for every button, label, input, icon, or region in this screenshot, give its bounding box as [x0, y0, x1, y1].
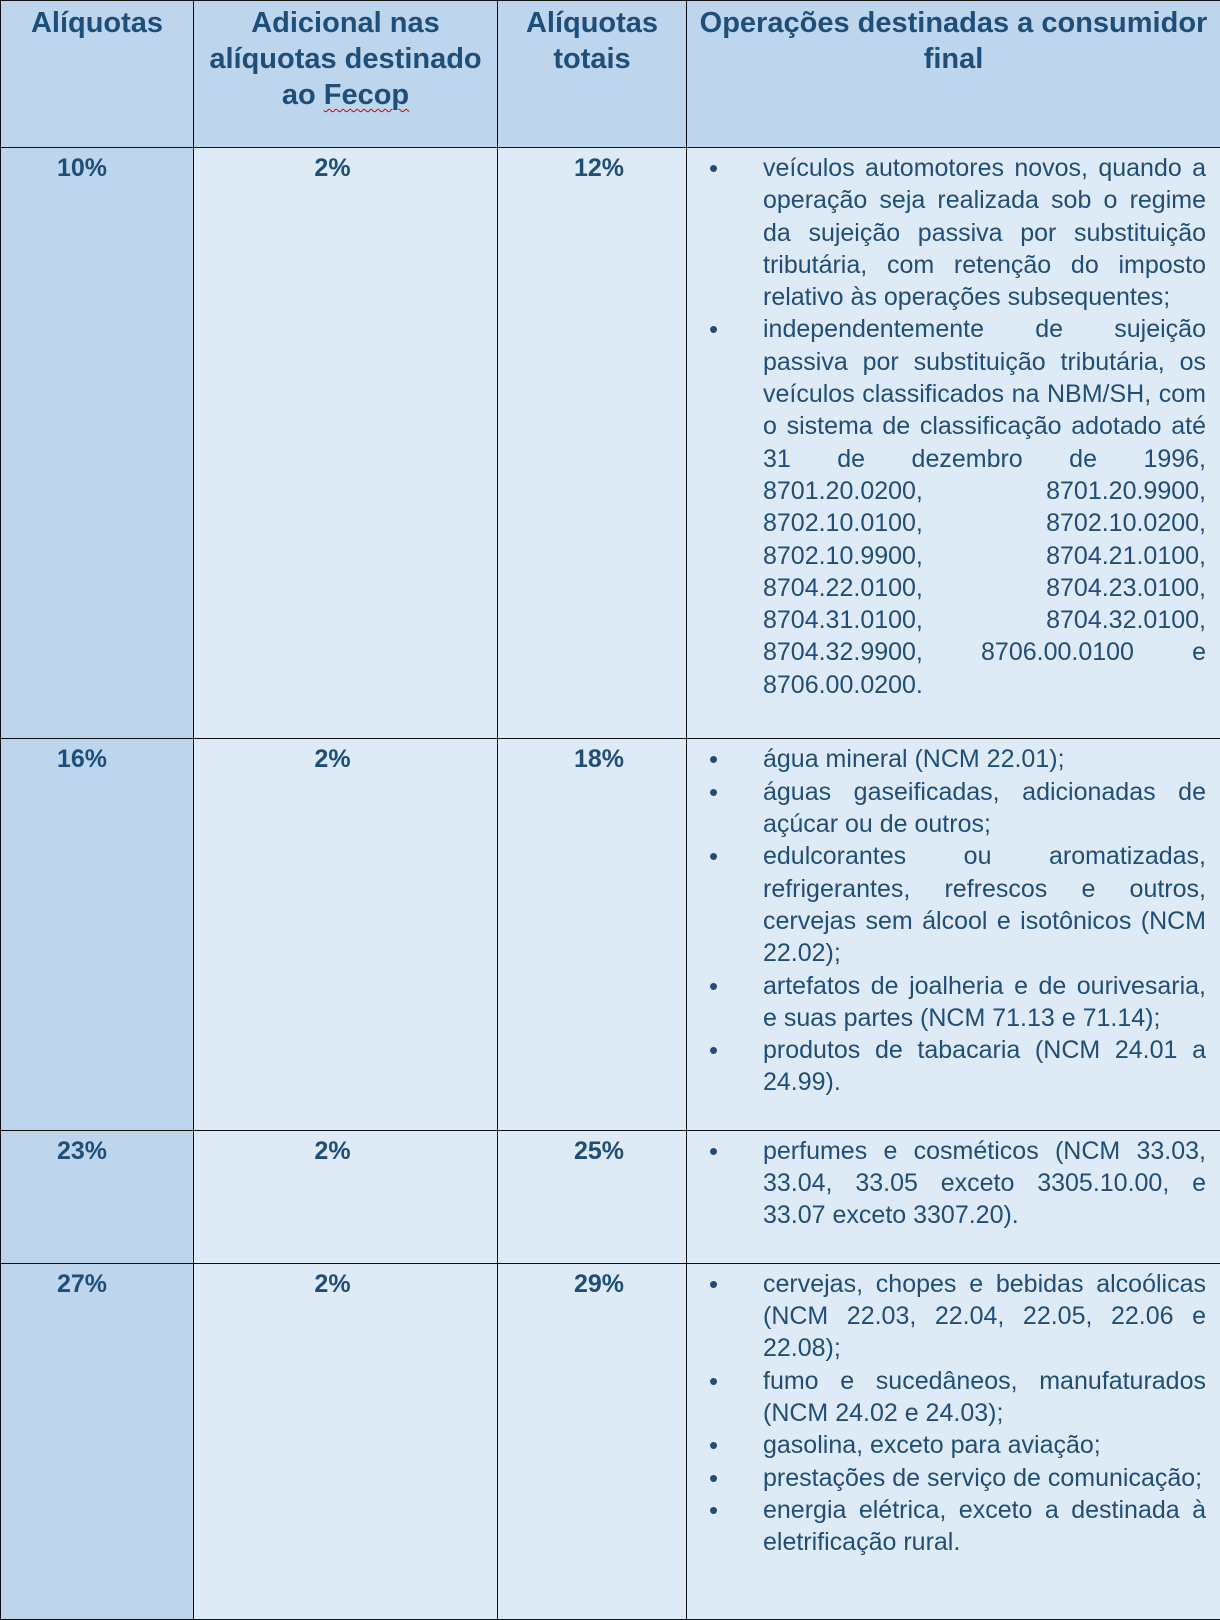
total-value: 29%	[573, 1269, 625, 1298]
operacoes-list	[707, 152, 1206, 701]
header-operacoes: Operações destinadas a consumidor final	[687, 1, 1220, 148]
operacoes-list	[707, 1135, 1206, 1232]
adicional-cell	[194, 1130, 498, 1263]
aliquota-cell	[1, 1263, 194, 1619]
adicional-cell	[194, 739, 498, 1130]
list-item: • edulcorantes ou aromatizadas, refrigerantes, refrescos e outros, cervejas sem álcool e isotônicos (NCM 22.02);	[707, 840, 1206, 969]
list-item: • energia elétrica, exceto a destinada à eletrificação rural.	[707, 1494, 1206, 1559]
table-row	[1, 1263, 1220, 1619]
list-item: • veículos automotores novos, quando a operação seja realizada sob o regime da sujeição passiva por substituição tributária, com retenção do imposto relativo às operações subsequentes;	[707, 152, 1206, 313]
header-adicional	[194, 1, 498, 148]
list-item: • produtos de tabacaria (NCM 24.01 a 24.99).	[707, 1034, 1206, 1099]
total-value: 25%	[573, 1136, 625, 1165]
operacoes-list	[707, 743, 1206, 1098]
table-body	[1, 148, 1220, 1620]
list-item: • gasolina, exceto para aviação;	[707, 1429, 1206, 1461]
list-item: • independentemente de sujeição passiva por substituição tributária, os veículos classificados na NBM/SH, com o sistema de classificação adotado até 31 de dezembro de 1996, 8701.20.0200, 8701.20.9900, 8702.10.0100, 8702.10.0200, 8702.10.9900, 8704.21.0100, 8704.22.0100, 8704.23.0100, 8704.31.0100, 8704.32.0100, 8704.32.9900, 8706.00.0100 e 8706.00.0200.	[707, 313, 1206, 701]
list-item: • águas gaseificadas, adicionadas de açúcar ou de outros;	[707, 776, 1206, 841]
table-row	[1, 1130, 1220, 1263]
adicional-value: 2%	[314, 745, 351, 774]
adicional-value: 2%	[314, 1269, 351, 1298]
operacoes-list	[707, 1268, 1206, 1559]
list-item: • fumo e sucedâneos, manufaturados (NCM 24.02 e 24.03);	[707, 1365, 1206, 1430]
total-cell	[498, 148, 687, 739]
list-item: • cervejas, chopes e bebidas alcoólicas (NCM 22.03, 22.04, 22.05, 22.06 e 22.08);	[707, 1268, 1206, 1365]
total-value: 18%	[573, 745, 625, 774]
total-cell	[498, 1130, 687, 1263]
list-item: • água mineral (NCM 22.01);	[707, 743, 1206, 775]
adicional-cell	[194, 148, 498, 739]
total-cell	[498, 739, 687, 1130]
total-value: 12%	[573, 154, 625, 182]
operacoes-cell	[687, 739, 1220, 1130]
table-row	[1, 739, 1220, 1130]
list-item: • artefatos de joalheria e de ourivesaria, e suas partes (NCM 71.13 e 71.14);	[707, 970, 1206, 1035]
list-item: • prestações de serviço de comunicação;	[707, 1462, 1206, 1494]
header-adicional-text: Adicional nas alíquotas destinado ao	[209, 7, 482, 111]
operacoes-cell	[687, 1263, 1220, 1619]
table-row	[1, 148, 1220, 739]
total-cell	[498, 1263, 687, 1619]
adicional-value: 2%	[314, 1136, 351, 1165]
adicional-value: 2%	[314, 154, 351, 182]
aliquota-cell	[1, 739, 194, 1130]
aliquota-cell	[1, 1130, 194, 1263]
aliquota-value: 16%	[56, 745, 108, 774]
adicional-cell	[194, 1263, 498, 1619]
list-item: • perfumes e cosméticos (NCM 33.03, 33.04, 33.05 exceto 3305.10.00, e 33.07 exceto 3307.20).	[707, 1135, 1206, 1232]
aliquota-cell	[1, 148, 194, 739]
header-totais: Alíquotas totais	[498, 1, 687, 148]
aliquota-value: 23%	[56, 1136, 108, 1165]
operacoes-cell	[687, 1130, 1220, 1263]
operacoes-cell	[687, 148, 1220, 739]
header-adicional-fecop: Fecop	[323, 79, 410, 111]
table-header	[1, 1, 1220, 148]
aliquota-value: 10%	[56, 154, 108, 182]
aliquota-value: 27%	[56, 1269, 108, 1298]
header-row	[1, 1, 1220, 148]
header-aliquotas: Alíquotas	[1, 1, 194, 148]
